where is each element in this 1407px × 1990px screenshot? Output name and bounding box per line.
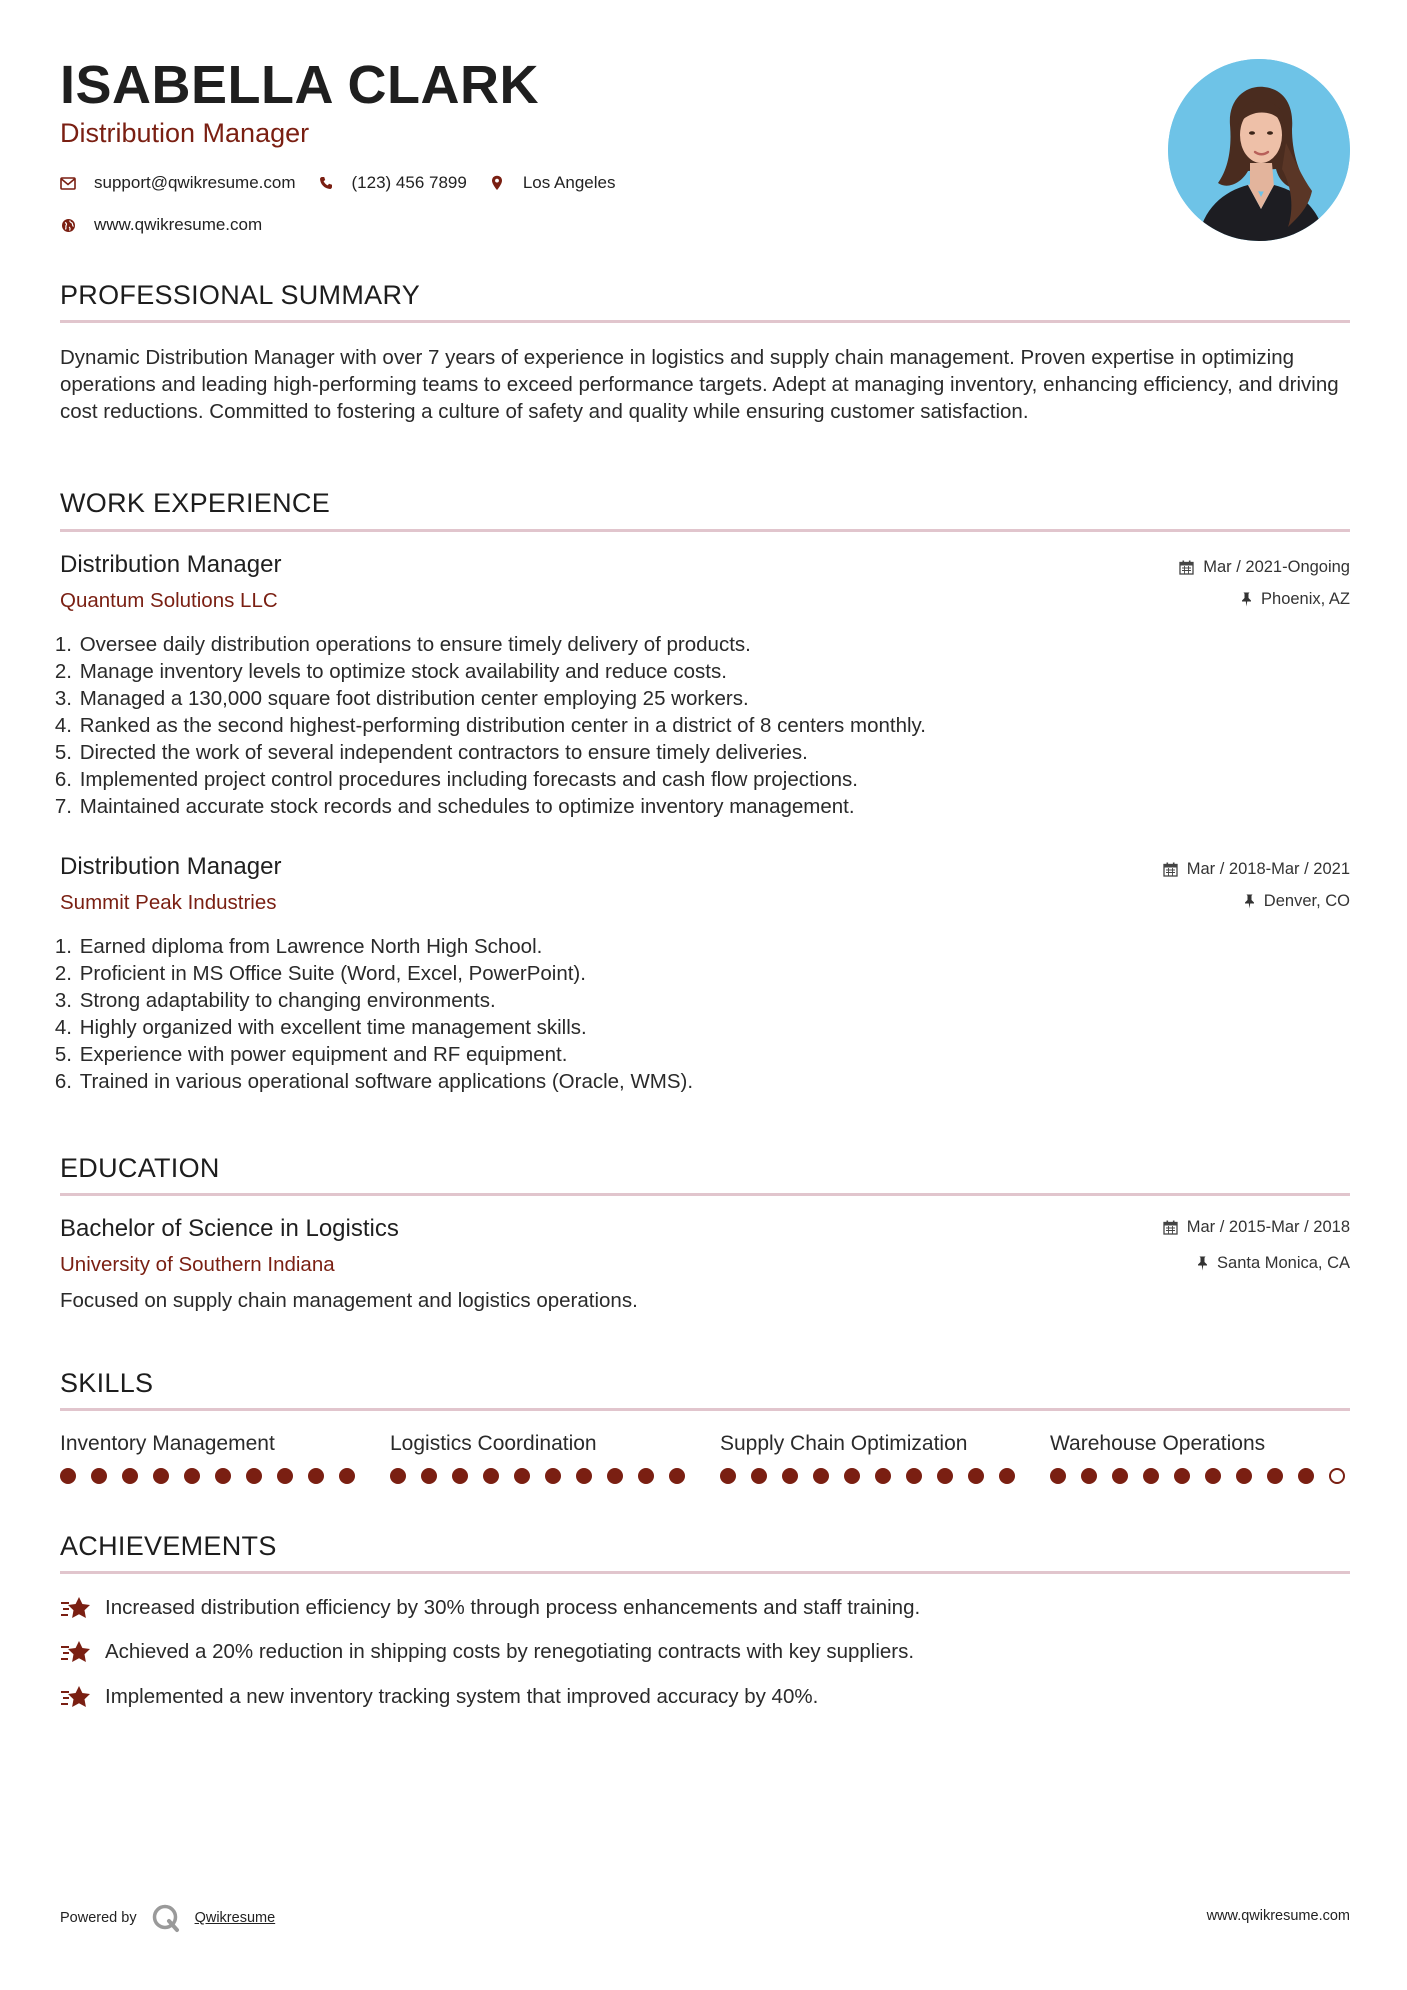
rating-dot-filled	[937, 1468, 953, 1484]
calendar-icon	[1163, 1220, 1178, 1235]
rating-dot-filled	[607, 1468, 623, 1484]
qwikresume-logo-icon	[151, 1903, 181, 1933]
location-text: Los Angeles	[522, 173, 616, 192]
summary-text: Dynamic Distribution Manager with over 7 years of experience in logistics and supply chain management. Proven expertise in optimizing operations and leading high-performing teams to exceed performance targets. Adept at managing inventory, enhancing efficiency, and driving cost reductions. Committed to fostering a culture of safety and quality while ensuring customer satisfaction.	[60, 346, 1339, 423]
rating-dot-filled	[339, 1468, 355, 1484]
qwikresume-link[interactable]: Qwikresume	[194, 1910, 276, 1926]
job-dates-text: Mar / 2018-Mar / 2021	[1186, 860, 1350, 878]
list-item: 1. Earned diploma from Lawrence North High School.	[54, 935, 543, 958]
skill-item	[390, 1433, 690, 1454]
powered-by-label: Powered by	[60, 1910, 137, 1926]
rating-dot-filled	[153, 1468, 169, 1484]
phone-text: (123) 456 7899	[351, 173, 467, 192]
education-heading: EDUCATION	[60, 1153, 220, 1183]
rating-dot-filled	[999, 1468, 1015, 1484]
pushpin-icon	[1244, 894, 1255, 909]
star-badge-icon	[60, 1638, 92, 1666]
contact-website[interactable]	[60, 215, 262, 235]
job-location	[1244, 893, 1350, 910]
rating-dot-filled	[844, 1468, 860, 1484]
list-item: 3. Strong adaptability to changing environments.	[54, 989, 496, 1012]
rating-dot-filled	[545, 1468, 561, 1484]
email-text: support@qwikresume.com	[94, 173, 296, 192]
degree-title: Bachelor of Science in Logistics	[60, 1215, 399, 1242]
contact-row-website	[60, 215, 284, 235]
rating-dot-filled	[91, 1468, 107, 1484]
education-entry	[60, 1217, 1350, 1317]
skill-rating	[390, 1468, 700, 1484]
experience-heading: WORK EXPERIENCE	[60, 488, 331, 518]
job-title: Distribution Manager	[60, 853, 282, 880]
rating-dot-filled	[60, 1468, 76, 1484]
rating-dot-filled	[576, 1468, 592, 1484]
rating-dot-filled	[1298, 1468, 1314, 1484]
job-company: Summit Peak Industries	[60, 891, 277, 914]
achievements-divider	[60, 1571, 1350, 1574]
rating-dot-filled	[483, 1468, 499, 1484]
list-item: 2. Proficient in MS Office Suite (Word, Excel, PowerPoint).	[54, 962, 586, 985]
rating-dot-filled	[390, 1468, 406, 1484]
achievement-text: Increased distribution efficiency by 30% through process enhancements and staff training.	[105, 1595, 921, 1619]
rating-dot-filled	[1081, 1468, 1097, 1484]
skill-item	[60, 1433, 360, 1454]
job-company: Quantum Solutions LLC	[60, 589, 278, 612]
achievements-heading: ACHIEVEMENTS	[60, 1531, 277, 1561]
list-item: 6. Implemented project control procedures including forecasts and cash flow projections.	[54, 768, 858, 791]
job-location-text: Denver, CO	[1263, 892, 1350, 910]
job-responsibilities	[54, 933, 694, 1095]
list-item: 1. Oversee daily distribution operations to ensure timely delivery of products.	[54, 633, 751, 656]
education-dates	[1163, 1219, 1350, 1236]
skill-name: Warehouse Operations	[1050, 1432, 1266, 1455]
achievement-item	[60, 1638, 914, 1666]
list-item: 3. Managed a 130,000 square foot distribution center employing 25 workers.	[54, 687, 749, 710]
candidate-name: ISABELLA CLARK	[60, 55, 539, 115]
rating-dot-filled	[421, 1468, 437, 1484]
star-badge-icon	[60, 1683, 92, 1711]
skill-rating	[60, 1468, 370, 1484]
list-item: 5. Experience with power equipment and RF equipment.	[54, 1043, 568, 1066]
pushpin-icon	[1197, 1256, 1208, 1271]
rating-dot-filled	[669, 1468, 685, 1484]
rating-dot-filled	[452, 1468, 468, 1484]
rating-dot-filled	[638, 1468, 654, 1484]
footer-powered-by	[60, 1903, 275, 1933]
job-entry	[54, 853, 1350, 1095]
skill-item	[720, 1433, 1020, 1454]
contact-email[interactable]	[60, 173, 296, 193]
rating-dot-empty	[1329, 1468, 1345, 1484]
list-item: 7. Maintained accurate stock records and schedules to optimize inventory management.	[54, 795, 855, 818]
education-description: Focused on supply chain management and logistics operations.	[60, 1289, 638, 1312]
rating-dot-filled	[1267, 1468, 1283, 1484]
rating-dot-filled	[308, 1468, 324, 1484]
calendar-icon	[1163, 862, 1178, 877]
rating-dot-filled	[246, 1468, 262, 1484]
job-location-text: Phoenix, AZ	[1261, 590, 1350, 608]
rating-dot-filled	[184, 1468, 200, 1484]
list-item: 4. Ranked as the second highest-performing distribution center in a district of 8 centers monthly.	[54, 714, 926, 737]
rating-dot-filled	[720, 1468, 736, 1484]
achievement-item	[60, 1683, 818, 1711]
envelope-icon	[60, 175, 76, 191]
rating-dot-filled	[1143, 1468, 1159, 1484]
job-responsibilities	[54, 631, 926, 820]
rating-dot-filled	[277, 1468, 293, 1484]
map-pin-icon	[489, 175, 505, 191]
school-name: University of Southern Indiana	[60, 1253, 335, 1276]
contact-location	[489, 173, 616, 193]
rating-dot-filled	[1112, 1468, 1128, 1484]
education-location-text: Santa Monica, CA	[1217, 1254, 1350, 1272]
rating-dot-filled	[813, 1468, 829, 1484]
rating-dot-filled	[215, 1468, 231, 1484]
pushpin-icon	[1241, 592, 1252, 607]
rating-dot-filled	[1205, 1468, 1221, 1484]
job-location	[1241, 591, 1350, 608]
list-item: 2. Manage inventory levels to optimize stock availability and reduce costs.	[54, 660, 727, 683]
star-badge-icon	[60, 1594, 92, 1622]
rating-dot-filled	[514, 1468, 530, 1484]
education-dates-text: Mar / 2015-Mar / 2018	[1186, 1218, 1350, 1236]
list-item: 6. Trained in various operational software applications (Oracle, WMS).	[54, 1070, 694, 1093]
skill-name: Logistics Coordination	[390, 1432, 597, 1455]
job-dates	[1179, 559, 1350, 576]
job-title: Distribution Manager	[60, 551, 282, 578]
rating-dot-filled	[906, 1468, 922, 1484]
job-entry	[54, 551, 1350, 823]
calendar-icon	[1179, 560, 1194, 575]
profile-photo	[1168, 59, 1350, 241]
phone-icon	[318, 175, 334, 191]
list-item: 5. Directed the work of several independent contractors to ensure timely deliveries.	[54, 741, 808, 764]
achievement-text: Achieved a 20% reduction in shipping costs by renegotiating contracts with key suppliers.	[105, 1639, 915, 1663]
rating-dot-filled	[1050, 1468, 1066, 1484]
globe-icon	[60, 217, 76, 233]
experience-divider	[60, 529, 1350, 532]
skill-item	[1050, 1433, 1350, 1454]
education-location	[1197, 1255, 1350, 1272]
summary-divider	[60, 320, 1350, 323]
education-divider	[60, 1193, 1350, 1196]
skill-name: Supply Chain Optimization	[720, 1432, 968, 1455]
contact-row	[60, 173, 637, 193]
summary-heading: PROFESSIONAL SUMMARY	[60, 280, 421, 310]
skills-divider	[60, 1408, 1350, 1411]
skill-name: Inventory Management	[60, 1432, 275, 1455]
rating-dot-filled	[122, 1468, 138, 1484]
footer-website[interactable]: www.qwikresume.com	[1206, 1908, 1350, 1924]
skills-heading: SKILLS	[60, 1368, 154, 1398]
website-text: www.qwikresume.com	[94, 215, 263, 234]
achievement-text: Implemented a new inventory tracking system that improved accuracy by 40%.	[105, 1684, 819, 1708]
rating-dot-filled	[1174, 1468, 1190, 1484]
achievement-item	[60, 1594, 920, 1622]
rating-dot-filled	[751, 1468, 767, 1484]
contact-phone[interactable]	[318, 173, 467, 193]
job-dates-text: Mar / 2021-Ongoing	[1203, 558, 1350, 576]
rating-dot-filled	[1236, 1468, 1252, 1484]
rating-dot-filled	[782, 1468, 798, 1484]
skill-rating	[720, 1468, 1030, 1484]
candidate-title: Distribution Manager	[60, 118, 310, 148]
list-item: 4. Highly organized with excellent time management skills.	[54, 1016, 587, 1039]
job-dates	[1163, 861, 1350, 878]
rating-dot-filled	[875, 1468, 891, 1484]
rating-dot-filled	[968, 1468, 984, 1484]
skill-rating	[1050, 1468, 1360, 1484]
